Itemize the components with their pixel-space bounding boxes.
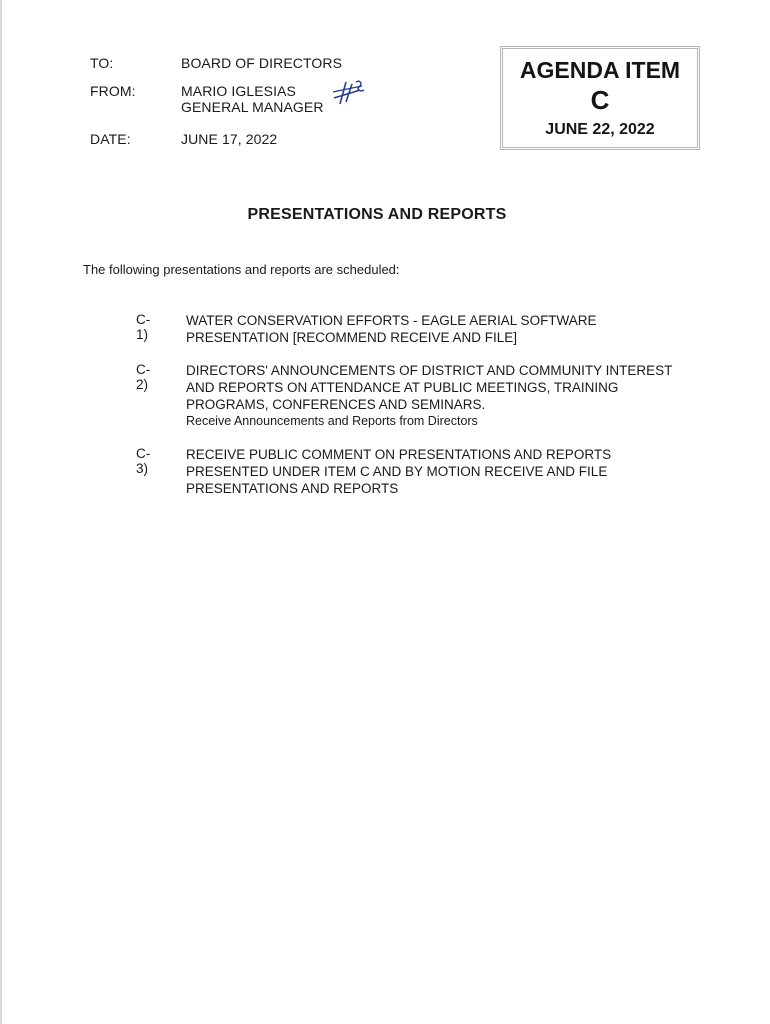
item-line: AND REPORTS ON ATTENDANCE AT PUBLIC MEETINGS, TRAINING <box>186 380 619 395</box>
date-value: JUNE 17, 2022 <box>181 131 278 147</box>
item-text <box>186 312 706 346</box>
item-number: C-3) <box>136 446 151 476</box>
agenda-item-title: AGENDA ITEM <box>519 57 681 83</box>
date-label: DATE: <box>90 131 131 147</box>
scan-edge <box>0 0 2 1024</box>
agenda-item-date: JUNE 22, 2022 <box>545 121 655 138</box>
to-label: TO: <box>90 55 114 71</box>
item-subtext: Receive Announcements and Reports from Directors <box>186 414 478 428</box>
item-line: WATER CONSERVATION EFFORTS - EAGLE AERIAL SOFTWARE <box>186 313 597 328</box>
item-number: C-1) <box>136 312 151 342</box>
signature-initials <box>330 78 366 108</box>
item-line: RECEIVE PUBLIC COMMENT ON PRESENTATIONS AND REPORTS <box>186 447 612 462</box>
item-line: PRESENTED UNDER ITEM C AND BY MOTION RECEIVE AND FILE <box>186 464 608 479</box>
from-title: GENERAL MANAGER <box>181 99 324 115</box>
item-line: PROGRAMS, CONFERENCES AND SEMINARS. <box>186 397 486 412</box>
item-number: C-2) <box>136 362 151 392</box>
item-line: PRESENTATIONS AND REPORTS <box>186 481 399 496</box>
item-text <box>186 362 706 430</box>
from-name: MARIO IGLESIAS <box>181 83 296 99</box>
agenda-item-box <box>500 46 700 150</box>
agenda-item-letter: C <box>590 85 610 115</box>
page-title: PRESENTATIONS AND REPORTS <box>247 206 507 223</box>
to-value: BOARD OF DIRECTORS <box>181 55 343 71</box>
item-text <box>186 446 706 497</box>
from-label: FROM: <box>90 83 136 99</box>
item-line: DIRECTORS' ANNOUNCEMENTS OF DISTRICT AND COMMUNITY INTEREST <box>186 363 673 378</box>
item-line: PRESENTATION [RECOMMEND RECEIVE AND FILE] <box>186 330 518 345</box>
intro-text: The following presentations and reports are scheduled: <box>83 262 400 277</box>
